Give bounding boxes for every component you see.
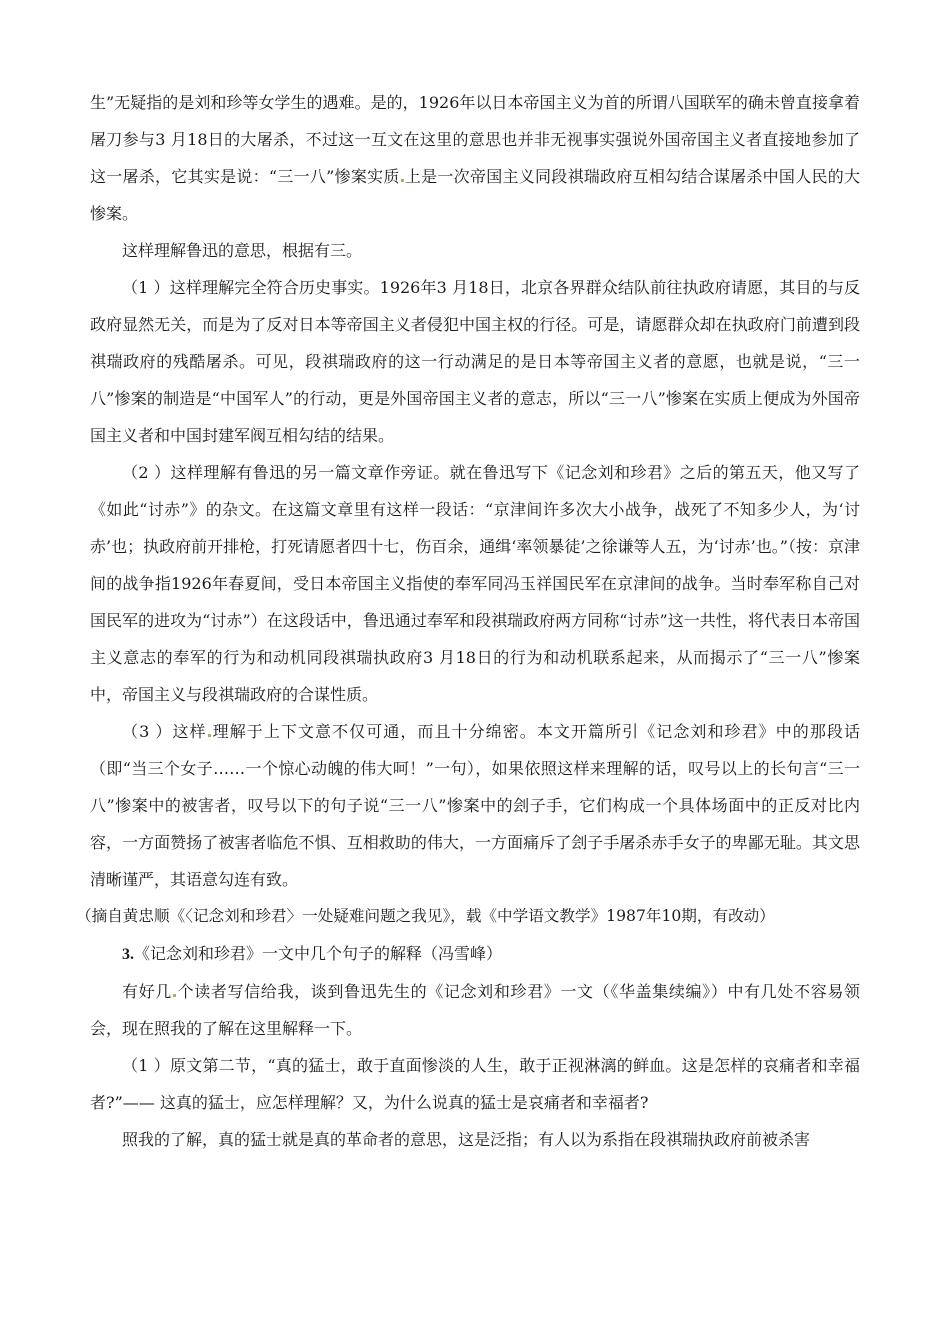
paragraph-text: （3 ）这样 xyxy=(122,722,207,741)
paragraph-text: 个读者写信给我，谈到鲁迅先生的《记念刘和珍君》一文（《华盖集续编》）中有几处不容易领会，现在照我的了解在这里解释一下。 xyxy=(90,982,860,1038)
paragraph-question-1: （1 ）原文第二节，“真的猛士，敢于直面惨淡的人生，敢于正视淋漓的鲜血。这是怎样的哀痛者和幸福者?”—— 这真的猛士，应怎样理解？又，为什么说真的猛士是哀痛者和幸福者? xyxy=(90,1056,860,1112)
paragraph-reason-2: （2 ）这样理解有鲁迅的另一篇文章作旁证。就在鲁迅写下《记念刘和珍君》之后的第五天，他又写了《如此“讨赤”》的杂文。在这篇文章里有这样一段话：“京津间许多次大小战争，战死了不知多少人，为‘讨赤’也；执政府前开排枪，打死请愿者四十七，伤百余，通缉‘率领暴徒’之徐谦等人五，为‘讨赤’也。”（按：京津间的战争指1926年春夏间，受日本帝国主义指使的奉军同冯玉祥国民军在京津间的战争。当时奉军称自己对国民军的进攻为“讨赤”）在这段话中，鲁迅通过奉军和段祺瑞政府两方同称“讨赤”这一共性，将代表日本帝国主义意志的奉军的行为和动机同段祺瑞执政府3 月18日的行为和动机联系起来，从而揭示了“三一八”惨案中，帝国主义与段祺瑞政府的合谋性质。 xyxy=(90,463,860,704)
paragraph-reason-1: （1 ）这样理解完全符合历史事实。1926年3 月18日，北京各界群众结队前往执政府请愿，其目的与反政府显然无关，而是为了反对日本等帝国主义者侵犯中国主权的行径。可是，请愿群众却在执政府门前遭到段祺瑞政府的残酷屠杀。可见，段祺瑞政府的这一行动满足的是日本等帝国主义者的意愿，也就是说，“三一八”惨案的制造是“中国军人”的行动，更是外国帝国主义者的意志，所以“三一八”惨案在实质上便成为外国帝国主义者和中国封建军阀互相勾结的结果。 xyxy=(90,278,860,445)
paragraph-text: 理解于上下文意不仅可通，而且十分绵密。本文开篇所引《记念刘和珍君》中的那段话（即“当三个女子……一个惊心动魄的伟大呵！”一句），如果依照这样来理解的话，叹号以上的长句言“三一八”惨案中的被害者，叹号以下的句子说“三一八”惨案中的刽子手，它们构成一个具体场面中的正反对比内容，一方面赞扬了被害者临危不惧、互相救助的伟大，一方面痛斥了刽子手屠杀赤手女子的卑鄙无耻。其文思清晰谨严，其语意勾连有致。 xyxy=(90,722,860,889)
paragraph-reasons-intro: 这样理解鲁迅的意思，根据有三。 xyxy=(122,241,363,260)
paragraph-answer-1: 照我的了解，真的猛士就是真的革命者的意思，这是泛指；有人以为系指在段祺瑞执政府前被杀害 xyxy=(122,1130,811,1149)
section-number: 3. xyxy=(122,946,134,963)
paragraph-text: 有好几 xyxy=(122,982,172,1001)
edit-mark-icon xyxy=(208,734,211,737)
edit-mark-icon xyxy=(401,179,404,182)
section-title: 《记念刘和珍君》一文中几个句子的解释（冯雪峰） xyxy=(134,944,503,963)
section-heading xyxy=(90,935,860,973)
paragraph-continuation xyxy=(90,84,860,232)
document-body xyxy=(76,84,860,1158)
paragraph-letter-intro xyxy=(90,973,860,1047)
paragraph-text: 生”无疑指的是刘和珍等女学生的遇难。是的，1926年以日本帝国主义为首的所谓八国联军的确未曾直接拿着屠刀参与3 月18日的大屠杀，不过这一互文在这里的意思也并非无视事实强说外国帝国主义者直接地参加了这一屠杀，它其实是说：“三一八”惨案实质 xyxy=(90,93,860,186)
paragraph-text: 上是一次帝国主义同段祺瑞政府互相勾结合谋屠杀中国人民的大惨案。 xyxy=(90,167,860,223)
source-citation: （摘自黄忠顺《〈记念刘和珍君〉一处疑难问题之我见》，载《中学语文教学》1987年10期，有改动） xyxy=(76,907,775,925)
paragraph-reason-3 xyxy=(90,713,860,898)
edit-mark-icon xyxy=(173,994,176,997)
